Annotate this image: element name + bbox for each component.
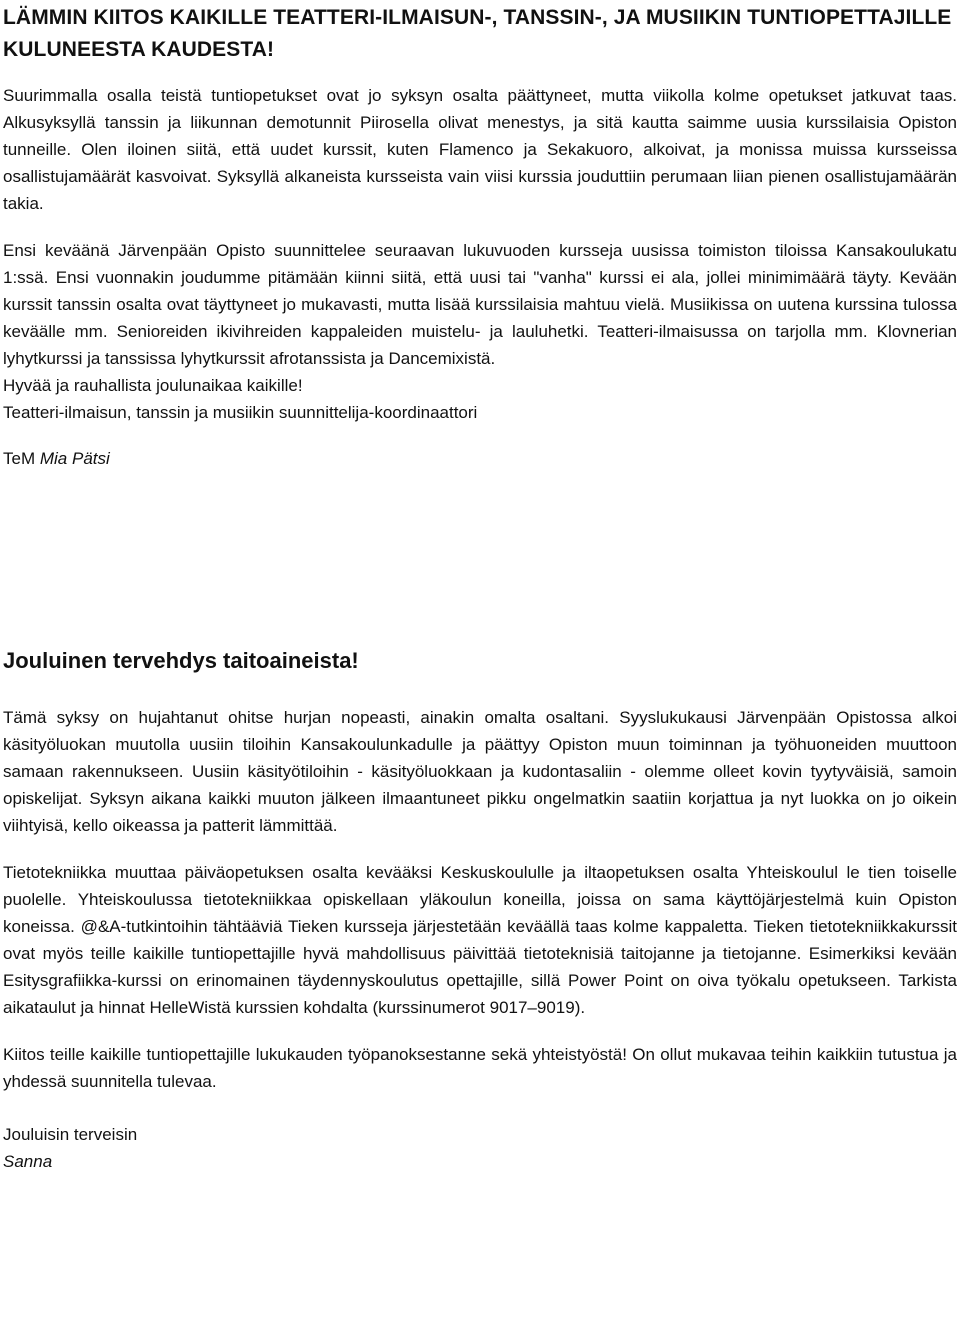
signer-title: TeM [3,449,36,468]
paragraph-thanks: Kiitos teille kaikille tuntiopettajille lukukauden työpanoksestanne sekä yhteistyöstä! On ollut mukavaa teihin kaikkiin tutustua ja yhdessä suunnitella tulevaa. [3,1045,957,1091]
paragraph-crafts-move: Tämä syksy on hujahtanut ohitse hurjan nopeasti, ainakin omalta osaltani. Syyslukukausi Järvenpään Opistossa alkoi käsityöluokan muutolla uusiin tiloihin Kansakoulunkadulle ja päättyy Opiston muun toiminnan ja työhuoneiden muuttoon samaan rakennukseen. Uusiin käsityötiloihin - käsityöluokkaan ja kudontasaliin - olemme olleet kovin tyytyväisiä, samoin opiskelijat. Syksyn aikana kaikki muuton jälkeen ilmaantuneet pikku ongelmatkin saatiin korjattua ja nyt luokka on jo oikein viihtyisä, kello oikeassa ja patterit lämmittää. [3,708,957,835]
paragraph-spring-plans: Ensi keväänä Järvenpään Opisto suunnittelee seuraavan lukuvuoden kursseja uusissa toimiston tiloissa Kansakoulukatu 1:ssä. Ensi vuonnakin joudumme pitämään kiinni siitä, että uusi tai "vanha" kurssi ei ala, jollei minimimäärä täyty. Kevään kurssit tanssin osalta ovat täyttyneet jo mukavasti, mutta lisää kurssilaisia mahtuu vielä. Musiikissa on uutena kurssina tulossa keväälle mm. Senioreiden ikivihreiden kappaleiden muistelu- ja lauluhetki. Teatteri-ilmaisussa on tarjolla mm. Klovnerian lyhytkurssi ja tanssissa lyhytkurssit afrotanssista ja Dancemixistä. [3,241,957,368]
signature-line [3,445,957,472]
closing-line: Jouluisin terveisin [3,1125,138,1144]
crafts-greeting-heading: Jouluinen tervehdys taitoaineista! [3,648,359,673]
coordinator-role: Teatteri-ilmaisun, tanssin ja musiikin suunnittelija-koordinaattori [3,403,478,422]
newsletter-page [3,0,957,1175]
paragraph-it-courses: Tietotekniikka muuttaa päiväopetuksen osalta kevääksi Keskuskoululle ja iltaopetuksen osalta Yhteiskoulul le tien toiselle puolelle. Yhteiskoulussa tietotekniikkaa opiskellaan yläkoulun koneilla, joissa on sama käyttöjärjestelmä kuin Opiston koneissa. @&A-tutkintoihin tähtääviä Tieken kursseja järjestetään keväällä taas kolme kappaletta. Tieken tietotekniikkakurssit ovat myös teille kaikille tuntiopettajille hyvä mahdollisuus päivittää tietoteknisiä taitojanne ja tietojanne. Esimerkiksi kevään Esitysgrafiikka-kurssi on erinomainen täydennyskoulutus opettajille, sillä Power Point on oiva työkalu opetukseen. Tarkista aikataulut ja hinnat HelleWistä kurssien kohdalta (kurssinumerot 9017–9019). [3,863,957,1017]
thanks-heading: LÄMMIN KIITOS KAIKILLE TEATTERI-ILMAISUN-, TANSSIN-, JA MUSIIKIN TUNTIOPETTAJILLE KULUNEESTA KAUDESTA! [3,6,952,61]
paragraph-season-summary: Suurimmalla osalla teistä tuntiopetukset ovat jo syksyn osalta päättyneet, mutta viikolla kolme opetukset jatkuvat taas. Alkusyksyllä tanssin ja liikunnan demotunnit Piirosella olivat menestys, ja sitä kautta saimme uusia kurssilaisia Opiston tunneille. Olen iloinen siitä, että uudet kurssit, kuten Flamenco ja Sekakuoro, alkoivat, ja monissa muissa kursseissa osallistujamäärät kasvoivat. Syksyllä alkaneista kursseista vain viisi kurssia jouduttiin perumaan liian pienen osallistujamäärän takia. [3,86,957,213]
closing-signer: Sanna [3,1152,53,1171]
holiday-greeting: Hyvää ja rauhallista joulunaikaa kaikille! [3,376,303,395]
signer-name: Mia Pätsi [39,449,110,468]
